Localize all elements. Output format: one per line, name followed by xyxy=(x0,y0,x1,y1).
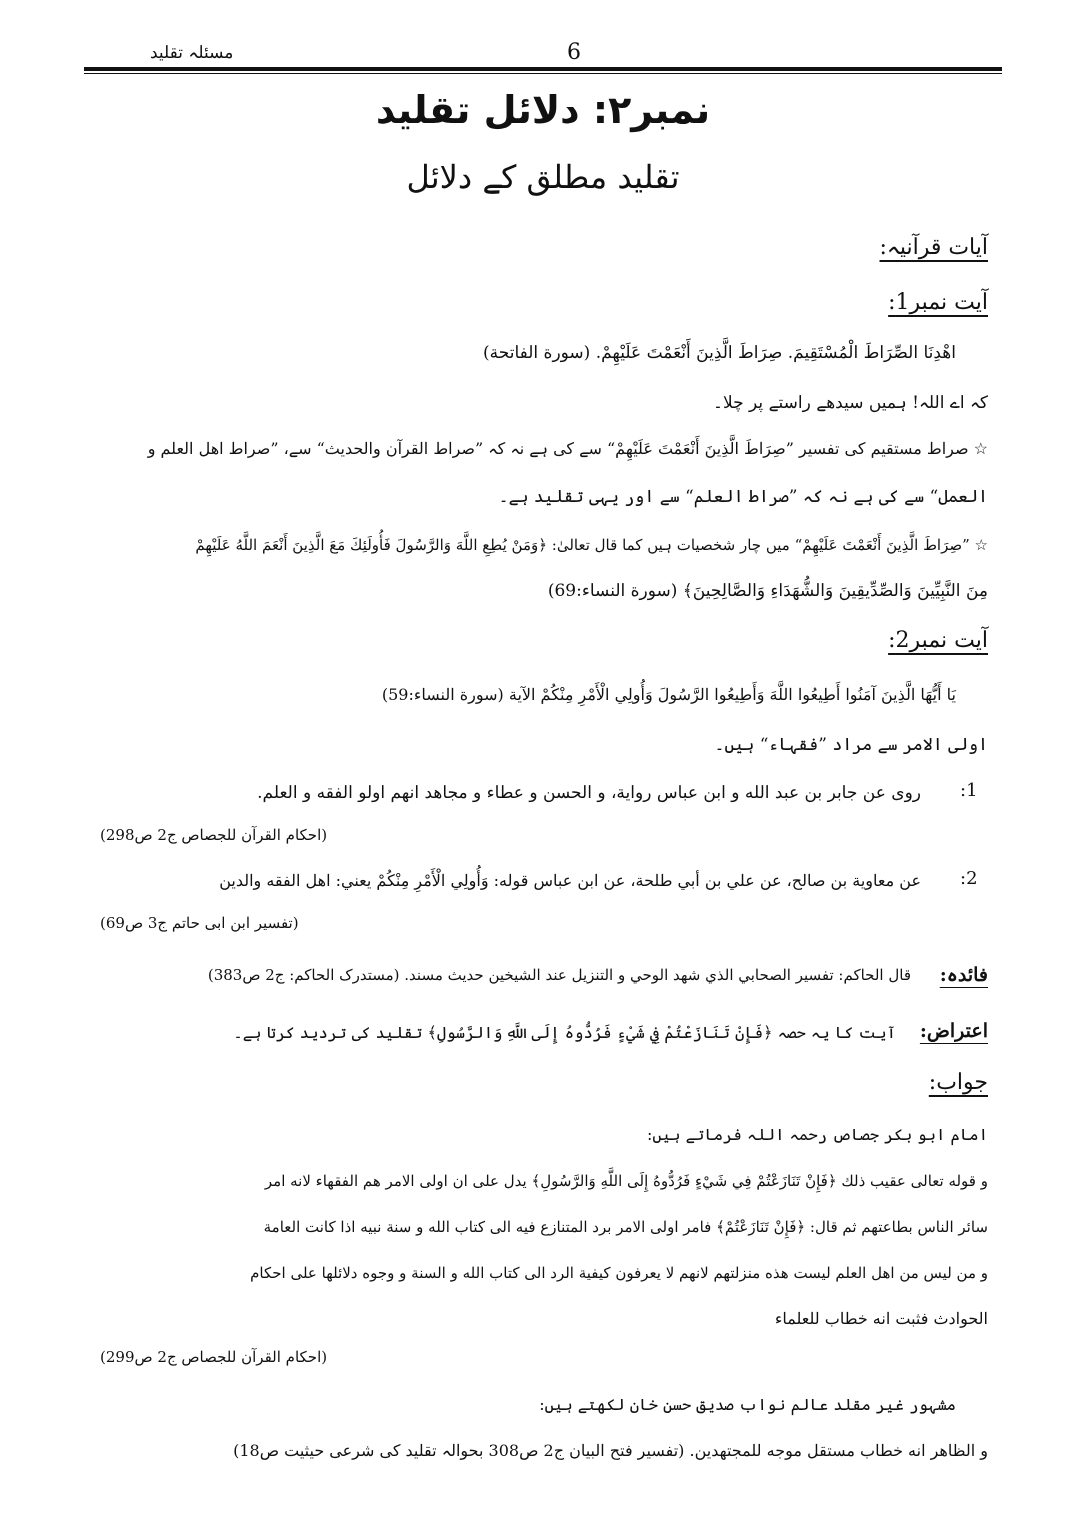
ref2-number: :2 xyxy=(960,868,978,889)
faida-text: قال الحاکم: تفسير الصحابي الذي شهد الوحي و التنزيل عند الشيخين حديث مسند. (مستدرک الحاکم: ج2 ص383) xyxy=(207,966,911,984)
jawab-label: جواب: xyxy=(928,1070,988,1095)
jassas-line4: الحوادث فثبت انه خطاب للعلماء xyxy=(774,1309,988,1328)
nawab-intro: مشہور غیر مقلد عالم نواب صدیق حسن خان لکھتے ہیں: xyxy=(539,1395,956,1414)
ayat2-arabic: يَا أَيُّهَا الَّذِينَ آمَنُوا أَطِيعُوا اللَّهَ وَأَطِيعُوا الرَّسُولَ وَأُولِي الْأَمْرِ مِنْكُمْ الآية (سورة النساء:59) xyxy=(381,685,956,704)
heading-ayat-1: آیت نمبر1: xyxy=(888,290,988,315)
jassas-line2: سائر الناس بطاعتهم ثم قال: ﴿فَإِنْ تَنَازَعْتُمْ﴾ فامر اولى الامر برد المتنازع فيه الى كتاب الله و سنة نبيه اذا كانت العامة xyxy=(263,1218,988,1236)
heading-ayat-2: آیت نمبر2: xyxy=(888,628,988,653)
ref2-citation: (تفسیر ابن ابی حاتم ج3 ص69) xyxy=(100,914,299,932)
page-number: 6 xyxy=(567,40,581,65)
header-rule xyxy=(84,67,1002,71)
page-subtitle: تقلید مطلق کے دلائل xyxy=(406,158,680,196)
jassas-line3: و من ليس من اهل العلم ليست هذه منزلتهم لانهم لا يعرفون كيفية الرد الى كتاب الله و السنة و وجوه دلائلها على احكام xyxy=(250,1264,988,1282)
ref1-citation: (احکام القرآن للجصاص ج2 ص298) xyxy=(100,826,328,844)
jassas-intro: امام ابو بکر جصاص رحمہ اللہ فرماتے ہیں: xyxy=(647,1125,988,1144)
ayat1-translation: کہ اے اللہ! ہمیں سیدھے راستے پر چلا۔ xyxy=(713,393,988,413)
jassas-citation: (احکام القرآن للجصاص ج2 ص299) xyxy=(100,1348,328,1366)
ref2-text: عن معاوية بن صالح، عن علي بن أبي طلحة، عن ابن عباس قوله: وَأُولِي الْأَمْرِ مِنْكُمْ يعني: اهل الفقه والدين xyxy=(219,871,921,890)
ayat1-note1-line2: العمل“ سے کی ہے نہ کہ ”صراط العلم“ سے اور یہی تقلید ہے۔ xyxy=(498,487,988,507)
ayat1-arabic: اهْدِنَا الصِّرَاطَ الْمُسْتَقِيمَ. صِرَاطَ الَّذِينَ أَنْعَمْتَ عَلَيْهِمْ. (سورة الفاتحة) xyxy=(483,343,956,363)
ayat1-note1-line1: ☆ صراط مستقیم کی تفسیر ”صِرَاطَ الَّذِينَ أَنْعَمْتَ عَلَيْهِمْ“ سے کی ہے نہ کہ ”صراط القرآن والحدیث“ سے، ”صراط اهل العلم و xyxy=(147,439,988,458)
header-rule-thin xyxy=(84,73,1002,74)
ref1-text: روی عن جابر بن عبد الله و ابن عباس رواية، و الحسن و عطاء و مجاهد انهم اولو الفقه و العلم. xyxy=(257,783,921,803)
header-topic: مسئلہ تقلید xyxy=(150,43,234,63)
itiraz-text: آیت کا یہ حصہ ﴿فَإِنْ تَنَازَعْتُمْ فِي شَيْءٍ فَرُدُّوهُ إِلَى اللَّهِ وَالرَّسُولِ﴾ تقلید کی تردید کرتا ہے۔ xyxy=(233,1023,896,1042)
ayat1-note2-line1: ☆ ”صِرَاطَ الَّذِينَ أَنْعَمْتَ عَلَيْهِمْ“ میں چار شخصیات ہیں کما قال تعالیٰ: ﴿وَمَنْ يُطِعِ اللَّهَ وَالرَّسُولَ فَأُولَئِكَ مَعَ الَّذِينَ أَنْعَمَ اللَّهُ عَلَيْهِمْ xyxy=(195,536,988,554)
ayat2-meaning: اولی الامر سے مراد ”فقہاء“ ہیں۔ xyxy=(714,735,988,755)
nawab-text: و الظاهر انه خطاب مستقل موجه للمجتهدين. (تفسیر فتح البیان ج2 ص308 بحوالہ تقلید کی شرعی حیثیت ص18) xyxy=(233,1441,988,1460)
heading-ayat-quraniya: آیات قرآنیہ: xyxy=(879,235,988,260)
jassas-line1: و قوله تعالى عقيب ذلك ﴿فَإِنْ تَنَازَعْتُمْ فِي شَيْءٍ فَرُدُّوهُ إِلَى اللَّهِ وَالرَّسُولِ﴾ يدل على ان اولى الامر هم الفقهاء لانه امر xyxy=(264,1172,988,1190)
itiraz-label: اعتراض: xyxy=(919,1020,988,1042)
faida-label: فائدہ: xyxy=(939,964,988,986)
page-title: نمبر۲: دلائل تقلید xyxy=(375,88,711,132)
ref1-number: :1 xyxy=(960,780,978,801)
ayat1-note2-line2: مِنَ النَّبِيِّينَ وَالصِّدِّيقِينَ وَالشُّهَدَاءِ وَالصَّالِحِينَ﴾ (سورة النساء:69) xyxy=(547,581,988,601)
